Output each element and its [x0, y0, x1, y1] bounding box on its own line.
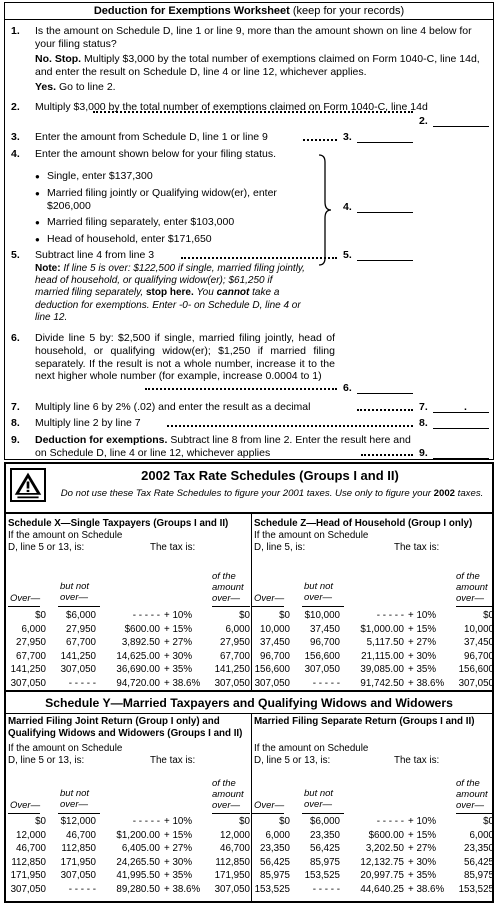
- schedule_x-row-base-tax: 36,690.00: [116, 664, 160, 676]
- schedule_y2-row-amountover: 85,975: [464, 870, 494, 882]
- schedule_z-row-base-tax: - - - - -: [376, 610, 404, 621]
- filing-status-head: ● Head of household, enter $171,650: [35, 233, 335, 246]
- schedule_y1-row-over: 112,850: [11, 856, 46, 868]
- schedule_x-row-amountover: 27,950: [220, 637, 250, 649]
- schedule_x-row-base-tax: $600.00: [124, 623, 160, 635]
- yes-label: Yes.: [35, 81, 57, 93]
- note-stop: stop here.: [145, 287, 194, 299]
- filing-status-joint: ● Married filing jointly or Qualifying widow(er), enter $206,000: [35, 187, 317, 213]
- schedule_z-row-over: $0: [279, 610, 290, 621]
- schedule_x-underline-butnot: [58, 606, 100, 607]
- line-5-note: [35, 263, 305, 324]
- schedule_x-col-amountover: of the amount over—: [212, 571, 244, 604]
- schedule_y2-row-amountover: 23,350: [464, 843, 494, 855]
- schedule_y2-row-base-tax: 20,997.75: [360, 870, 404, 882]
- schedule_y2-row-base-tax: - - - - -: [376, 816, 404, 827]
- schedule_x-row-butnot: - - - - -: [68, 678, 96, 689]
- line-3-entry[interactable]: [357, 131, 413, 143]
- line-3-number: 3.: [11, 131, 20, 143]
- filing-status-single: ● Single, enter $137,300: [35, 170, 335, 183]
- worksheet-title-bold: Deduction for Exemptions Worksheet: [93, 5, 290, 17]
- line-4-number: 4.: [11, 148, 20, 160]
- schedule-y2: [254, 716, 496, 767]
- schedule_x-row-over: $0: [35, 610, 46, 621]
- schedule_z-underline-amountover: [456, 606, 494, 607]
- schedule_x-row-base-tax: 14,625.00: [116, 650, 160, 662]
- schedules-subtitle: [50, 488, 494, 500]
- schedule_y1-row-amountover: $0: [239, 816, 250, 827]
- warning-icon: [10, 468, 46, 502]
- schedule_y1-underline-butnot: [58, 813, 100, 814]
- schedule_y1-row-rate: + 38.6%: [164, 884, 201, 895]
- schedule_y2-row-base-tax: 3,202.50: [365, 843, 404, 855]
- schedule_y1-row-rate: + 35%: [164, 870, 193, 882]
- schedule_y2-row-butnot: 153,525: [304, 870, 340, 882]
- schedules-header: [6, 464, 492, 514]
- schedule_y1-row-amountover: 112,850: [215, 856, 250, 868]
- schedule_z-row-amountover: 37,450: [464, 637, 494, 649]
- schedule-x-tax-is: The tax is:: [150, 541, 196, 553]
- schedule_x-row-over: 67,700: [16, 650, 46, 662]
- schedule-y-title: Schedule Y—Married Taxpayers and Qualifying Widows and Widowers: [45, 696, 453, 710]
- tax-rate-schedules: [4, 462, 494, 903]
- line-9-text: [35, 434, 415, 460]
- line-7-entry[interactable]: [433, 401, 489, 413]
- schedule_z-row-rate: + 15%: [408, 623, 437, 635]
- schedule-z-title: Schedule Z—Head of Household (Group I only): [254, 518, 473, 529]
- schedule_x-underline-amountover: [212, 606, 250, 607]
- schedule-x: [8, 518, 251, 554]
- schedule_y2-row-amountover: 56,425: [464, 856, 494, 868]
- schedule_y2-col-amountover: of the amount over—: [456, 778, 488, 811]
- schedule-y1: [8, 716, 251, 767]
- schedule-y-separator: [6, 690, 492, 692]
- schedule_y1-row-rate: + 15%: [164, 829, 193, 841]
- stop-label: Stop.: [54, 53, 82, 65]
- schedule_x-row-rate: + 30%: [164, 650, 193, 662]
- line-6-box-label: 6.: [343, 382, 352, 394]
- schedule_y2-row-amountover: 153,525: [458, 884, 494, 895]
- schedule_x-row-over: 27,950: [16, 637, 46, 649]
- schedule_z-row-rate: + 35%: [408, 664, 437, 676]
- line-1-text: Is the amount on Schedule D, line 1 or line 9, more than the amount shown on line 4 below for your filing status?: [35, 25, 472, 50]
- schedule-y1-line-ref-row: [8, 755, 251, 767]
- line-8-number: 8.: [11, 417, 20, 429]
- schedule_y2-row-butnot: - - - - -: [312, 884, 340, 895]
- filing-status-list: [35, 170, 335, 250]
- schedule_x-col-over: Over—: [10, 593, 41, 604]
- line-2-leader: [93, 111, 413, 113]
- schedule_x-row-base-tax: - - - - -: [132, 610, 160, 621]
- line-7-decimal-point: .: [464, 401, 467, 413]
- schedule-y1-tax-is: The tax is:: [150, 754, 196, 766]
- line-1-yes: [35, 81, 116, 94]
- schedule_x-row-butnot: $6,000: [66, 610, 96, 621]
- schedule_y2-row-rate: + 10%: [408, 816, 437, 827]
- schedule_y2-row-rate: + 38.6%: [408, 884, 445, 895]
- schedule_z-col-butnot: but not over—: [304, 581, 334, 603]
- schedule_y1-row-base-tax: 41,995.50: [116, 870, 160, 882]
- line-8-text: Multiply line 2 by line 7: [35, 417, 141, 429]
- schedule_y1-row-amountover: 307,050: [214, 884, 250, 895]
- schedule_z-row-amountover: $0: [483, 610, 494, 621]
- line-5-entry[interactable]: [357, 249, 413, 261]
- schedule_y2-row-rate: + 30%: [408, 856, 437, 868]
- schedule_z-row-rate: + 27%: [408, 637, 437, 649]
- schedule_x-row-over: 141,250: [10, 664, 46, 676]
- schedule_x-row-rate: + 35%: [164, 664, 193, 676]
- schedule_y2-underline-over: [252, 813, 284, 814]
- line-8-entry[interactable]: [433, 417, 489, 429]
- schedule_y1-row-butnot: 112,850: [61, 843, 96, 855]
- schedule_y2-col-over: Over—: [254, 800, 285, 811]
- schedule_z-row-over: 10,000: [260, 623, 290, 635]
- schedule_y2-row-butnot: 85,975: [310, 856, 340, 868]
- schedule_y1-row-butnot: 307,050: [60, 870, 96, 882]
- schedule-y1-line-ref: D, line 5 or 13, is:: [8, 754, 85, 766]
- schedule_x-row-rate: + 15%: [164, 623, 193, 635]
- schedule_z-row-butnot: - - - - -: [312, 678, 340, 689]
- schedule_y1-row-amountover: 12,000: [220, 829, 250, 841]
- schedule_z-row-rate: + 10%: [408, 610, 437, 621]
- schedule_z-row-butnot: 96,700: [310, 637, 340, 649]
- schedule_x-row-over: 307,050: [10, 678, 46, 689]
- schedule_y2-row-over: $0: [279, 816, 290, 827]
- subtitle-year: 2002: [433, 488, 456, 499]
- schedule-y1-title-2: Qualifying Widows and Widowers (Groups I and II): [8, 727, 243, 739]
- schedule_x-row-amountover: 141,250: [214, 664, 250, 676]
- line-5-box-label: 5.: [343, 249, 352, 261]
- schedule_x-row-butnot: 141,250: [60, 650, 96, 662]
- schedule_y2-row-butnot: 56,425: [310, 843, 340, 855]
- schedule_x-row-butnot: 67,700: [66, 637, 96, 649]
- schedule-x-line-ref: D, line 5 or 13, is:: [8, 541, 85, 553]
- note-text-2: You: [196, 287, 214, 299]
- line-6-entry[interactable]: [357, 382, 413, 394]
- schedule_y2-row-over: 56,425: [260, 856, 290, 868]
- line-1-number: 1.: [11, 25, 20, 37]
- schedule_z-row-amountover: 156,600: [458, 664, 494, 676]
- schedule_z-row-butnot: 37,450: [310, 623, 340, 635]
- schedule_x-row-amountover: 6,000: [225, 623, 250, 635]
- schedule-x-if-amount: If the amount on Schedule: [8, 529, 123, 541]
- schedule_z-row-butnot: 156,600: [304, 650, 340, 662]
- schedule_z-row-over: 37,450: [260, 637, 290, 649]
- schedule_y2-row-over: 85,975: [260, 870, 290, 882]
- schedule_y2-row-base-tax: 44,640.25: [360, 884, 404, 895]
- schedule-y2-title: Married Filing Separate Return (Groups I and II): [254, 716, 475, 727]
- schedule_z-row-over: 96,700: [260, 650, 290, 662]
- schedule_x-row-amountover: 307,050: [214, 678, 250, 689]
- no-label: No.: [35, 53, 52, 65]
- note-text-3: take a deduction for exemptions. Enter -0- on Schedule D, line 4 or line 12.: [35, 287, 301, 323]
- schedule-z-tax-is: The tax is:: [394, 541, 440, 553]
- schedule_x-row-over: 6,000: [21, 623, 46, 635]
- line-6-number: 6.: [11, 332, 20, 344]
- schedule_z-row-rate: + 38.6%: [408, 678, 445, 689]
- schedule_y1-row-amountover: 46,700: [220, 843, 250, 855]
- schedule_z-row-amountover: 96,700: [464, 650, 494, 662]
- schedule_z-underline-over: [252, 606, 284, 607]
- line-1-no: [35, 53, 490, 79]
- schedule-z-if-amount: If the amount on Schedule: [254, 529, 369, 541]
- schedule_y2-row-rate: + 15%: [408, 829, 437, 841]
- line-1-no-text: Multiply $3,000 by the total number of exemptions claimed on Form 1040-C, line 14d, and enter the result on Schedule D, line 4 or line 12, whichever applies.: [35, 53, 480, 78]
- schedule_y1-underline-over: [8, 813, 40, 814]
- schedule_z-row-over: 156,600: [254, 664, 290, 676]
- schedule_y1-row-base-tax: 6,405.00: [121, 843, 160, 855]
- schedule-y2-tax-is: The tax is:: [394, 754, 440, 766]
- line-4-text: Enter the amount shown below for your filing status.: [35, 148, 277, 160]
- schedule_y2-row-over: 6,000: [265, 829, 290, 841]
- schedule_y1-row-amountover: 171,950: [214, 870, 250, 882]
- schedule-y2-line-ref: D, line 5 or 13, is:: [254, 754, 331, 766]
- schedule_x-underline-over: [8, 606, 40, 607]
- schedule_y1-row-rate: + 27%: [164, 843, 193, 855]
- line-2-box-label: 2.: [419, 115, 428, 127]
- schedule_y2-underline-butnot: [302, 813, 344, 814]
- line-7-leader: [357, 409, 413, 411]
- worksheet-title: [5, 3, 493, 20]
- line-1-yes-text: Go to line 2.: [58, 81, 116, 93]
- line-4-entry[interactable]: [357, 201, 413, 213]
- schedules-title: 2002 Tax Rate Schedules (Groups I and II): [141, 468, 399, 483]
- schedule_y1-row-rate: + 30%: [164, 856, 193, 868]
- schedule_z-row-amountover: 307,050: [458, 678, 494, 689]
- schedule-x-title: Schedule X—Single Taxpayers (Groups I and II): [8, 518, 229, 529]
- schedule_y1-row-butnot: - - - - -: [68, 884, 96, 895]
- schedule_x-row-butnot: 27,950: [66, 623, 96, 635]
- line-9-number: 9.: [11, 434, 20, 446]
- line-9-box-label: 9.: [419, 447, 428, 459]
- schedule_y1-row-base-tax: 24,265.50: [116, 856, 160, 868]
- line-5-text: Subtract line 4 from line 3: [35, 249, 155, 261]
- schedule_y1-row-base-tax: 89,280.50: [116, 884, 160, 895]
- subtitle-text-2: taxes.: [455, 488, 484, 499]
- schedule_y2-row-over: 23,350: [260, 843, 290, 855]
- worksheet-title-rest: (keep for your records): [289, 5, 405, 17]
- schedule_y1-row-butnot: 171,950: [60, 856, 96, 868]
- schedule_z-row-butnot: 307,050: [304, 664, 340, 676]
- schedule_y2-row-butnot: $6,000: [310, 816, 340, 827]
- line-2-entry[interactable]: [433, 115, 489, 127]
- schedule_x-row-rate: + 38.6%: [164, 678, 201, 689]
- schedule_z-row-butnot: $10,000: [304, 610, 340, 621]
- line-6-text: Divide line 5 by: $2,500 if single, married filing jointly, head of household, or qualifying widow(er); $1,250 if married filing separately. If the result is not a whole number, increase it to the next higher whole number (for example, increase 0.0004 to 1): [35, 332, 335, 383]
- line-2-text: Multiply $3,000 by the total number of exemptions claimed on Form 1040-C, line 14d: [35, 101, 428, 113]
- schedule_x-row-amountover: 67,700: [220, 650, 250, 662]
- line-7-text: Multiply line 6 by 2% (.02) and enter the result as a decimal: [35, 401, 311, 413]
- schedule_y1-underline-amountover: [212, 813, 250, 814]
- schedule-y1-title-1: Married Filing Joint Return (Group I only) and: [8, 716, 220, 727]
- schedule_x-row-butnot: 307,050: [60, 664, 96, 676]
- schedule_z-underline-butnot: [302, 606, 344, 607]
- schedule_z-row-over: 307,050: [254, 678, 290, 689]
- filing-status-separate: ● Married filing separately, enter $103,000: [35, 216, 335, 229]
- schedule_y1-row-rate: + 10%: [164, 816, 193, 827]
- schedule_z-row-rate: + 30%: [408, 650, 437, 662]
- schedule_y2-row-base-tax: $600.00: [368, 829, 404, 841]
- schedule_x-row-rate: + 10%: [164, 610, 193, 621]
- line-5-leader: [181, 257, 337, 259]
- line-4-box-label: 4.: [343, 201, 352, 213]
- schedule_z-col-over: Over—: [254, 593, 285, 604]
- schedule-z-line-ref: D, line 5, is:: [254, 541, 306, 553]
- schedule-y-title-rule: [6, 713, 492, 714]
- schedule-y1-if-amount: If the amount on Schedule: [8, 742, 123, 754]
- schedule_y2-row-over: 153,525: [254, 884, 290, 895]
- line-3-box-label: 3.: [343, 131, 352, 143]
- line-8-leader: [167, 425, 413, 427]
- schedule_y1-col-butnot: but not over—: [60, 788, 90, 810]
- schedule_z-col-amountover: of the amount over—: [456, 571, 488, 604]
- schedule_y1-row-butnot: $12,000: [60, 816, 96, 827]
- schedule_y1-row-over: 46,700: [16, 843, 46, 855]
- line-7-number: 7.: [11, 401, 20, 413]
- line-9-rest: Subtract line 8 from line 2. Enter the result here and on Schedule D, line 4 or line 12, whichever applies: [35, 434, 411, 459]
- line-9-entry[interactable]: [433, 447, 489, 459]
- schedule_y1-row-over: $0: [35, 816, 46, 827]
- line-9-leader: [361, 454, 413, 456]
- line-7-box-label: 7.: [419, 401, 428, 413]
- schedule_y1-row-over: 307,050: [10, 884, 46, 895]
- schedule_y2-row-rate: + 35%: [408, 870, 437, 882]
- schedule-z: [254, 518, 496, 554]
- schedule-y2-if-amount: If the amount on Schedule: [254, 742, 369, 754]
- schedule_z-row-base-tax: 91,742.50: [360, 678, 404, 689]
- schedule_y2-underline-amountover: [456, 813, 494, 814]
- line-6-leader: [145, 388, 337, 390]
- line-3-text: Enter the amount from Schedule D, line 1 or line 9: [35, 131, 268, 143]
- schedule_z-row-amountover: 10,000: [464, 623, 494, 635]
- schedule_x-row-rate: + 27%: [164, 637, 193, 649]
- schedule_z-row-base-tax: $1,000.00: [360, 623, 404, 635]
- note-cannot: cannot: [216, 287, 250, 299]
- schedule_x-row-base-tax: 94,720.00: [116, 678, 160, 689]
- schedule_z-row-base-tax: 21,115.00: [361, 650, 404, 662]
- schedule_y2-col-butnot: but not over—: [304, 788, 334, 810]
- schedule_y1-row-base-tax: - - - - -: [132, 816, 160, 827]
- schedule_y1-row-over: 171,950: [10, 870, 46, 882]
- schedule_y1-row-over: 12,000: [16, 829, 46, 841]
- line-9-bold: Deduction for exemptions.: [35, 434, 168, 446]
- schedule_x-col-butnot: but not over—: [60, 581, 90, 603]
- schedule_z-row-base-tax: 5,117.50: [366, 637, 404, 649]
- schedule_y1-row-base-tax: $1,200.00: [116, 829, 160, 841]
- exemptions-worksheet: [4, 2, 494, 460]
- note-label: Note:: [35, 263, 61, 274]
- schedule_y2-row-base-tax: 12,132.75: [360, 856, 404, 868]
- schedule_y1-col-over: Over—: [10, 800, 41, 811]
- line-2-number: 2.: [11, 101, 20, 113]
- schedule_x-row-base-tax: 3,892.50: [121, 637, 160, 649]
- schedule_y2-row-amountover: 6,000: [469, 829, 494, 841]
- note-text-1: If line 5 is over: $122,500 if single, married filing jointly, head of household, or qualifying widow(er); $61,250 if married filing separately,: [35, 263, 305, 299]
- schedule_z-row-base-tax: 39,085.00: [360, 664, 404, 676]
- line-3-leader: [303, 139, 337, 141]
- schedule-z-line-ref-row: [254, 542, 496, 554]
- schedule_x-row-amountover: $0: [239, 610, 250, 621]
- schedule_y2-row-rate: + 27%: [408, 843, 437, 855]
- schedule_y2-row-butnot: 23,350: [310, 829, 340, 841]
- schedule_y2-row-amountover: $0: [483, 816, 494, 827]
- schedule_y1-col-amountover: of the amount over—: [212, 778, 244, 811]
- schedule-x-line-ref-row: [8, 542, 251, 554]
- schedule_y1-row-butnot: 46,700: [66, 829, 96, 841]
- line-5-number: 5.: [11, 249, 20, 261]
- line-8-box-label: 8.: [419, 417, 428, 429]
- subtitle-text-1: Do not use these Tax Rate Schedules to figure your 2001 taxes. Use only to figure your: [60, 488, 434, 499]
- schedule-y2-line-ref-row: [254, 755, 496, 767]
